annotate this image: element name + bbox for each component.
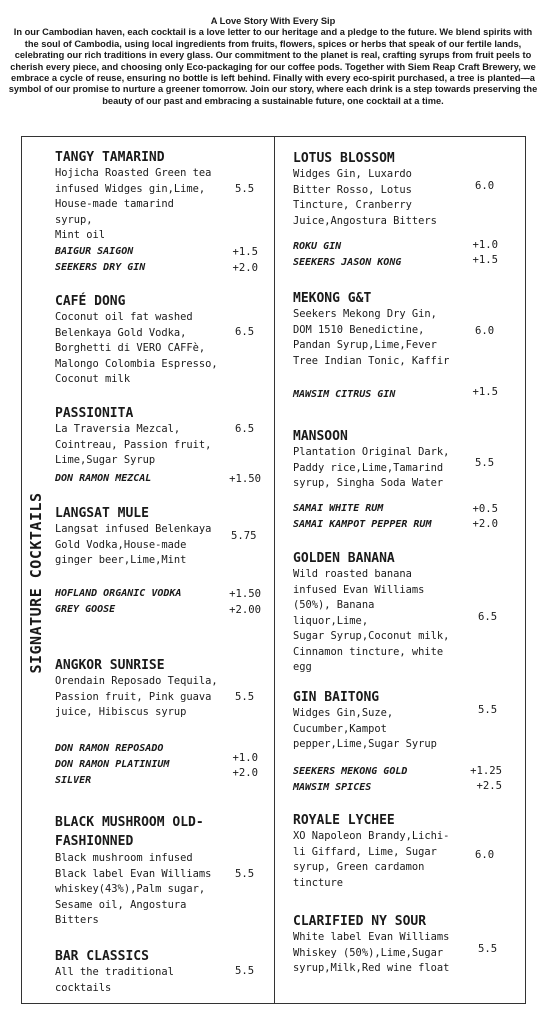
item-price: 6.0 bbox=[475, 849, 495, 861]
menu-item-bar-classics bbox=[55, 948, 270, 996]
menu-item-passionita bbox=[55, 405, 270, 485]
item-name: BAR CLASSICS bbox=[55, 949, 149, 964]
menu-item-langsat-mule bbox=[55, 505, 270, 616]
column-divider bbox=[274, 136, 275, 1004]
upgrade-price: +1.5 bbox=[232, 246, 258, 258]
item-name: LANGSAT MULE bbox=[55, 506, 149, 521]
upgrade-name: DON RAMON PLATINIUM SILVER bbox=[55, 759, 170, 786]
item-price: 5.5 bbox=[235, 965, 255, 977]
upgrade-name: GREY GOOSE bbox=[55, 604, 116, 615]
menu-item-cafe-dong bbox=[55, 293, 270, 388]
upgrade-price: +2.0 bbox=[232, 262, 258, 274]
upgrade-name: SEEKERS DRY GIN bbox=[55, 262, 146, 273]
item-price: 6.0 bbox=[475, 180, 495, 192]
item-price: 6.5 bbox=[235, 423, 255, 435]
item-description: Hojicha Roasted Green tea infused Widges gin,Lime, House-made tamarind syrup, Mint oil bbox=[55, 167, 212, 241]
menu-item-black-mushroom bbox=[55, 813, 270, 929]
upgrade-name: BAIGUR SAIGON bbox=[55, 246, 134, 257]
item-description: XO Napoleon Brandy,Lichi- li Giffard, Lime, Sugar syrup, Green cardamon tincture bbox=[293, 830, 450, 889]
item-name: CLARIFIED NY SOUR bbox=[293, 914, 427, 929]
item-name: MANSOON bbox=[293, 429, 348, 444]
item-description: Langsat infused Belenkaya Gold Vodka,House-made ginger beer,Lime,Mint bbox=[55, 523, 212, 566]
item-price: 5.5 bbox=[475, 457, 495, 469]
item-description: La Traversia Mezcal, Cointreau, Passion fruit, Lime,Sugar Syrup bbox=[55, 423, 212, 466]
upgrade-name: SAMAI WHITE RUM bbox=[293, 503, 384, 514]
upgrade-price: +1.5 bbox=[472, 386, 498, 398]
item-description: All the traditional cocktails bbox=[55, 966, 174, 994]
item-description: Plantation Original Dark, Paddy rice,Lime,Tamarind syrup, Singha Soda Water bbox=[293, 446, 450, 489]
upgrade-name: DON RAMON MEZCAL bbox=[55, 473, 152, 484]
upgrade-name: ROKU GIN bbox=[293, 241, 342, 252]
upgrade-price: +1.5 bbox=[472, 254, 498, 266]
upgrade-name: HOFLAND ORGANIC VODKA bbox=[55, 588, 182, 599]
item-name: MEKONG G&T bbox=[293, 291, 372, 306]
item-name: CAFÉ DONG bbox=[55, 294, 126, 309]
section-title: SIGNATURE COCKTAILS bbox=[27, 492, 45, 674]
intro-body: In our Cambodian haven, each cocktail is a love letter to our heritage and a pledge to the future. We blend spirits with the soul of Cambodia, using local ingredients from fruits, flowers, spices or herbs that speak of our fertile lands, celebrating our rich traditions in every glass. Our commitment to the planet is real, crafting syrups from fruit peels to cherish every piece, and choosing only Eco-packaging for our coffee pods. Together with Siem Reap Craft Brewery, we embrace a cycle of reuse, ensuring no bottle is left behind. Finally with every eco-spirit purchased, a tree is planted—a symbol of our promise to nurture a greener tomorrow. Join our story, where each drink is a step towards preserving the beauty of our past and embracing a sustainable future, one cocktail at a time. bbox=[8, 27, 538, 106]
upgrade-price: +1.0 bbox=[232, 752, 258, 764]
upgrade-name: MAWSIM SPICES bbox=[293, 782, 372, 793]
upgrade-price: +2.5 bbox=[476, 780, 502, 792]
menu-item-tangy-tamarind bbox=[55, 149, 270, 274]
item-price: 5.5 bbox=[235, 868, 255, 880]
item-description: White label Evan Williams Whiskey (50%),Lime,Sugar syrup,Milk,Red wine float bbox=[293, 931, 450, 974]
item-name: GIN BAITONG bbox=[293, 690, 380, 705]
item-name: ROYALE LYCHEE bbox=[293, 813, 395, 828]
upgrade-name: DON RAMON REPOSADO bbox=[55, 743, 164, 754]
upgrade-price: +2.00 bbox=[229, 604, 261, 616]
upgrade-price: +1.50 bbox=[229, 473, 261, 485]
item-description: Widges Gin,Suze, Cucumber,Kampot pepper,Lime,Sugar Syrup bbox=[293, 707, 437, 750]
upgrade-name: SEEKERS MEKONG GOLD bbox=[293, 766, 408, 777]
menu-item-mansoon bbox=[293, 428, 518, 530]
menu-item-angkor-sunrise bbox=[55, 657, 270, 786]
item-description: Seekers Mekong Dry Gin, DOM 1510 Benedictine, Pandan Syrup,Lime,Fever Tree Indian Tonic, Kaffir bbox=[293, 308, 450, 367]
menu-item-clarified-ny-sour bbox=[293, 913, 518, 977]
item-name: TANGY TAMARIND bbox=[55, 150, 165, 165]
item-price: 6.0 bbox=[475, 325, 495, 337]
item-description: Coconut oil fat washed Belenkaya Gold Vodka, Borghetti di VERO CAFFè, Malongo Colombia Espresso, Coconut milk bbox=[55, 311, 218, 385]
item-price: 5.5 bbox=[235, 183, 255, 195]
upgrade-price: +0.5 bbox=[472, 503, 498, 515]
item-description: Widges Gin, Luxardo Bitter Rosso, Lotus Tincture, Cranberry Juice,Angostura Bitters bbox=[293, 168, 437, 227]
item-price: 5.5 bbox=[478, 943, 498, 955]
menu-item-lotus-blossom bbox=[293, 150, 518, 268]
upgrade-name: SEEKERS JASON KONG bbox=[293, 257, 402, 268]
intro-title: A Love Story With Every Sip bbox=[210, 16, 336, 26]
item-description: Orendain Reposado Tequila, Passion fruit, Pink guava juice, Hibiscus syrup bbox=[55, 675, 218, 718]
upgrade-name: SAMAI KAMPOT PEPPER RUM bbox=[293, 519, 432, 530]
item-price: 5.5 bbox=[235, 691, 255, 703]
menu-item-mekong-gt bbox=[293, 290, 518, 400]
upgrade-price: +2.0 bbox=[472, 518, 498, 530]
upgrade-price: +2.0 bbox=[232, 767, 258, 779]
item-name: BLACK MUSHROOM OLD-FASHIONNED bbox=[55, 815, 204, 849]
menu-item-royale-lychee bbox=[293, 812, 518, 891]
item-name: LOTUS BLOSSOM bbox=[293, 151, 395, 166]
intro-text bbox=[6, 16, 540, 107]
upgrade-price: +1.0 bbox=[472, 239, 498, 251]
item-price: 6.5 bbox=[235, 326, 255, 338]
menu-item-gin-baitong bbox=[293, 689, 518, 793]
item-name: PASSIONITA bbox=[55, 406, 134, 421]
item-price: 5.75 bbox=[231, 530, 257, 542]
item-price: 6.5 bbox=[478, 611, 498, 623]
item-name: ANGKOR SUNRISE bbox=[55, 658, 165, 673]
item-price: 5.5 bbox=[478, 704, 498, 716]
upgrade-name: MAWSIM CITRUS GIN bbox=[293, 389, 396, 400]
upgrade-price: +1.50 bbox=[229, 588, 261, 600]
item-description: Wild roasted banana infused Evan Williams (50%), Banana liquor,Lime, Sugar Syrup,Coconut milk, Cinnamon tincture, white egg bbox=[293, 568, 450, 673]
menu-item-golden-banana bbox=[293, 550, 518, 676]
item-description: Black mushroom infused Black label Evan Williams whiskey(43%),Palm sugar, Sesame oil, Angostura Bitters bbox=[55, 852, 212, 926]
upgrade-price: +1.25 bbox=[470, 765, 502, 777]
item-name: GOLDEN BANANA bbox=[293, 551, 395, 566]
